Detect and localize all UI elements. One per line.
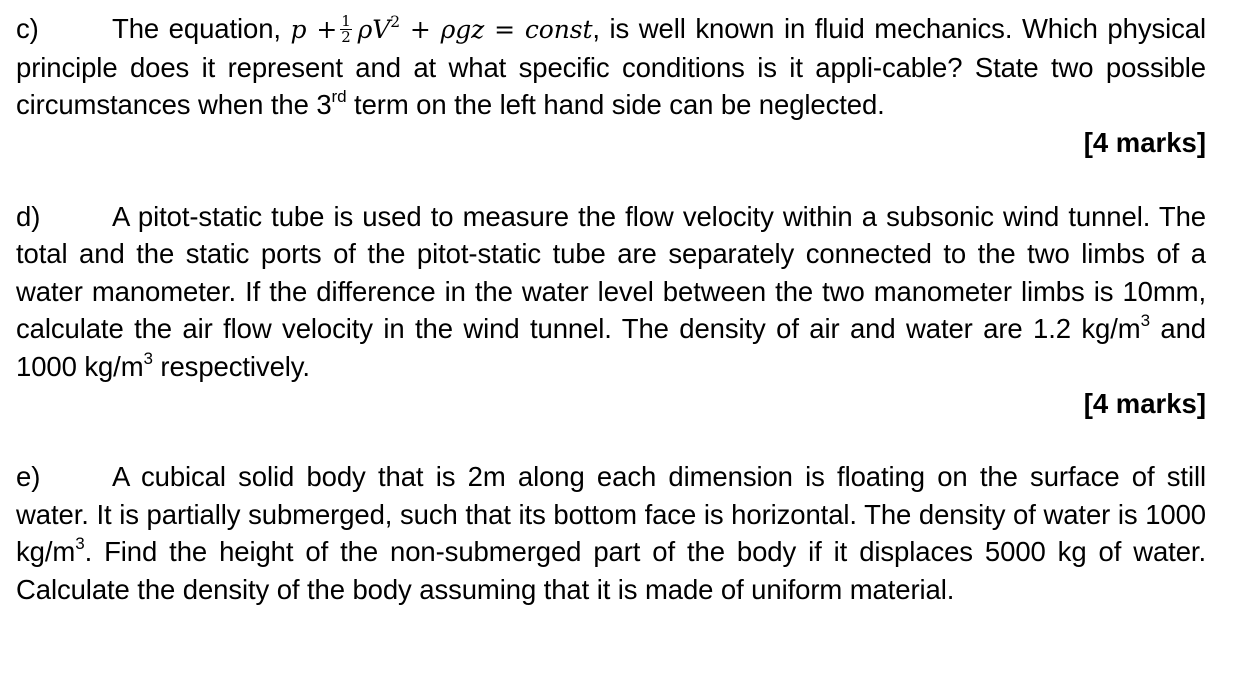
question-d-label: d) [16, 200, 41, 232]
question-c-label: c) [16, 13, 39, 44]
question-d-exp-a: 3 [1140, 311, 1150, 331]
question-d-text-c: respectively. [152, 350, 310, 382]
question-c [16, 10, 1206, 124]
question-e-exp: 3 [75, 534, 85, 554]
eq-rho-v: ρV [357, 15, 391, 44]
eq-square: 2 [390, 13, 400, 32]
spacer [16, 161, 1206, 198]
eq-frac-den: 2 [341, 28, 351, 46]
spacer [16, 422, 1206, 458]
eq-frac-num: 1 [341, 12, 351, 30]
question-d-exp-b: 3 [143, 348, 153, 368]
question-c-marks: [4 marks] [1083, 126, 1206, 158]
eq-pressure: p [290, 15, 307, 44]
question-e [16, 458, 1206, 608]
question-d [16, 198, 1206, 386]
bernoulli-equation [290, 12, 593, 46]
question-d-marks: [4 marks] [1083, 388, 1206, 419]
eq-plus-1: + [316, 15, 338, 44]
question-e-text-b: . Find the height of the non-submerged part of the body if it displaces 5000 kg of water. Calculate the density of the body assuming that it is made of uniform material. [16, 536, 1206, 605]
eq-const: = const [494, 15, 593, 44]
question-d-text-a: A pitot-static tube is used to measure the flow velocity within a subsonic wind tunnel. The total and the static ports of the pitot-static tube are separately connected to the two limbs of a water manometer. If the difference in the water level between the two manometer limbs is 10mm, calculate the air flow velocity in the wind tunnel. The density of air and water are 1.2 kg/m [16, 200, 1206, 344]
question-c-text-a: , is well known in fluid mechanics. Which physical principle does it represent and at what specific conditions is it appli-cable? State two possible circumstances when the 3 [16, 13, 1206, 120]
eq-half-fraction [340, 14, 351, 45]
eq-rho-g-z: ρgz [440, 15, 485, 44]
exam-page [16, 10, 1206, 608]
question-c-intro: The equation, [112, 13, 291, 44]
question-c-ordinal: rd [331, 87, 347, 107]
question-e-text-a: A cubical solid body that is 2m along each dimension is floating on the surface of still water. It is partially submerged, such that its bottom face is horizontal. The density of water is 1000 kg/m [16, 461, 1206, 567]
question-c-text-b: term on the left hand side can be neglected. [346, 89, 885, 120]
question-d-text-b: and 1000 kg/m [16, 313, 1206, 382]
question-e-label: e) [16, 461, 41, 492]
eq-plus-2: + [409, 15, 431, 44]
